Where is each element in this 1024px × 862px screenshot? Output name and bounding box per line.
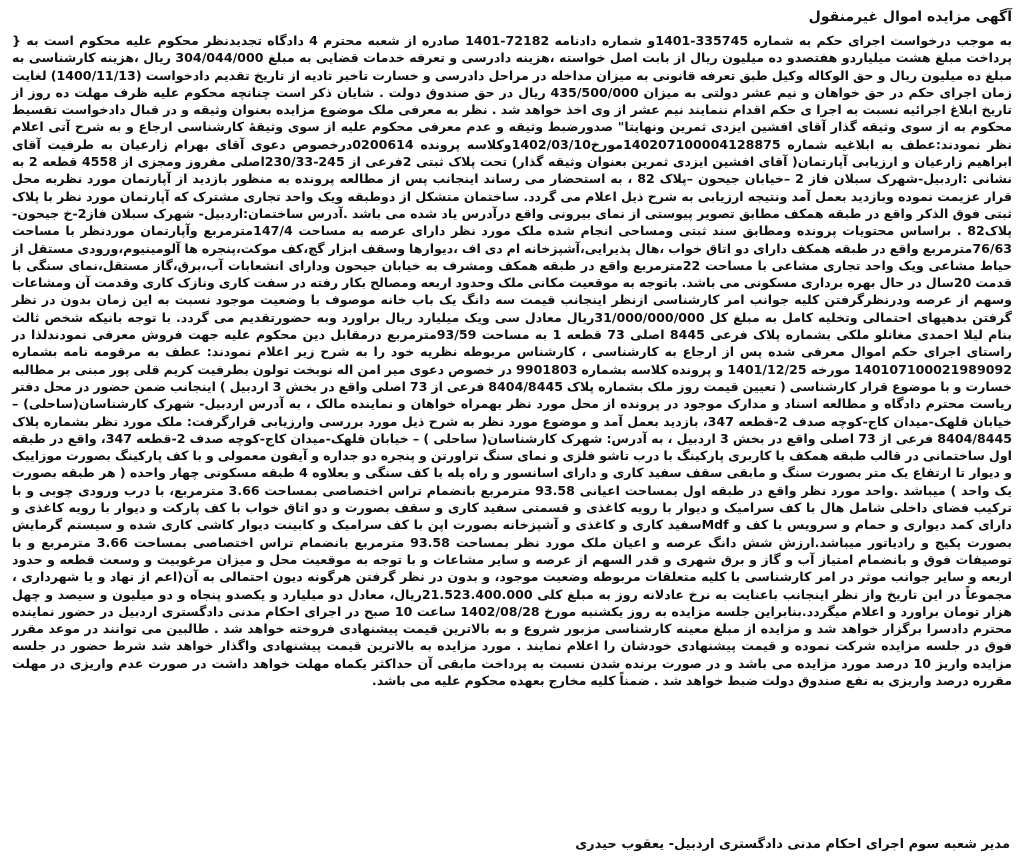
notice-body: به موجب درخواست اجرای حکم به شماره 335745-1401و شماره دادنامه 72182-1401 صادره از شعبه محترم 4 دادگاه تجدیدنظر محکوم علیه محکوم است به { پرداخت مبلغ هشت میلیاردو هفتصدو ده میلیون ریال از بابت اصل خواسته ،هزینه دادرسی و تعرفه خدمات قضایی به مبلغ 304/044/000 ریال ،هزینه کارشناسی به مبلغ ده میلیون ریال و حق الوکاله وکیل طبق تعرفه قانونی به میزان مداخله در مراحل دادرسی و خسارت تاخیر تادیه از تاریخ تقدیم دادخواست (1400/11/13) لغایت زمان اجرای حکم در حق خواهان و نیم عشر دولتی به میزان 435/500/000 ریال در حق صندوق دولت . شایان ذکر است چنانچه محکوم علیه ظرف مهلت ده روز از تاریخ ابلاغ اجرائیه نسبت به اجرا ی حکم اقدام ننمایند نیم عشر از وی اخذ خواهد شد . نظر به معرفی ملک موضوع مزایده بعنوان وثیقه و در قبال دادخواست تقسیط محکوم به از سوی وثیقه گذار آقای افشین ایزدی ثمرین ونهایتا" صدورضبط وثیقه و عدم معرفی محکوم علیه از سوی وثیقهٔ کارشناسی ارجاع و به شرح آتی اعلام نظر نمودند:عطف به ابلاغیه شماره 140207100004128875مورخ1402/03/10وکلاسه پرونده 0200614درخصوص دعوی آقای بهرام زارعیان به طرفیت آقای ابراهیم زارعیان و ارزیابی آپارتمان( آقای افشین ایزدی ثمرین بعنوان وثیقه گذار) تحت پلاک ثبتی 2فرعی از 245-230/33اصلی مفروز ومجزی از 4558 قطعه 2 به نشانی :اردبیل-شهرک سبلان فاز 2 –خیابان جیحون –پلاک 82 ، به استحضار می رساند اینجانب پس از مطالعه پرونده به منظور بازدید از آپارتمان مورد نظربه محل قرار عزیمت نموده وبازدید بعمل آمد ونتیجه ارزیابی به شرح ذیل اعلام می گردد. ساختمان متشکل از دوطبقه ویک واحد تجاری مشترک که آپارتمان مورد نظر با پلاک ثبتی فوق الذکر واقع در طبقه همکف مطابق تصویر پیوستی از نمای بیرونی واقع درآدرس یاد شده می باشد .آدرس ساختمان:اردبیل- شهرک سبلان فاز2-خ جیحون-پلاک82 . براساس محتویات پرونده ومطابق سند ثبتی ومساحی انجام شده ملک مورد نظر دارای عرصه به مساحت 147/4مترمربع وآپارتمان موردنظر با مساحت 76/63مترمربع واقع در طبقه همکف دارای دو اتاق خواب ،هال پذیرایی،آشپزخانه ام دی اف ،دیوارها وسقف ابزار گچ،کف موکت،پنجره ها آلومینیوم،ورودی مستقل از حیاط مشاعی ویک واحد تجاری مشاعی با مساحت 22مترمربع واقع در طبقه همکف ومشرف به خیابان جیحون ودارای انشعابات آب،برق،گاز مستقل،نمای سنگی با قدمت 20سال در حال بهره برداری مسکونی می باشد. باتوجه به موقعیت مکانی ملک وحدود اربعه ومصالح بکار رفته در سفت کاری ونازک کاری وقدمت آن ومشاعات وسهم از عرصه ودرنظرگرفتن کلیه جوانب امر کارشناسی ازنظر اینجانب قیمت سه دانگ یک باب خانه موصوف با وضعیت موجود نسبت به این زمان بدون در نظر گرفتن بدهیهای احتمالی وتخلیه کامل به مبلغ کل 31/000/000/000ریال معادل سی ویک میلیارد ریال براورد وبه حضورتقدیم می گردد. با توجه بانیکه شخص ثالث بنام لیلا احمدی مغانلو ملکی بشماره پلاک فرعی 8445 اصلی 73 قطعه 1 به مساحت 93/59مترمربع درمقابل دین محکوم علیه جهت فروش معرفی نمودندلذا در راستای اجرای حکم اموال معرفی شده پس از ارجاع به کارشناسی ، کارشناس مربوطه نظریه خود را به شرح زیر اعلام نمودند: عطف به مرقومه نامه بشماره 140107100021989092 مورخه 1401/12/25 و پرونده کلاسه بشماره 9901803 در خصوص دعوی میر امن اله نوبخت تولون بطرفیت کریم قلی پور مبنی بر مطالبه خسارت و با موضوع قرار کارشناسی ( تعیین قیمت روز ملک بشماره پلاک 8404/8445 فرعی از 73 اصلی واقع در بخش 3 اردبیل ) اینجانب ضمن حضور در محل دفتر ریاست محترم دادگاه و مطالعه اسناد و مدارک موجود در پرونده از محل مورد نظر بهمراه خواهان و نماینده مالک ، به آدرس اردبیل- شهرک کارشناسان(ساحلی) – خیابان قلهک-میدان کاج-کوچه صدف 2-قطعه 347، بازدید بعمل آمد و موضوع مورد نظر به شرح ذیل مورد بررسی وارزیابی قرارگرفت: ملک مورد نظر بشماره پلاک 8404/8445 فرعی از 73 اصلی واقع در بخش 3 اردبیل ، به آدرس: شهرک کارشناسان( ساحلی ) – خیابان قلهک-میدان کاج-کوچه صدف 2-قطعه 347، واقع در طبقه اول ساختمانی در قالب طبقه همکف با کاربری پارکینگ با درب تاشو فلزی و نمای سنگ تراورتن و پنجره دو جداره و آیفون معمولی و با کف پارکینگ بصورت موزاییک و دیوار تا ارتفاع یک متر بصورت سنگ و مابقی سقف سفید کاری و دارای اسانسور و راه پله با کف سنگی و بعلاوه 4 طبقه مسکونی چهار واحده ( هر طبقه بصورت یک واحد ) میباشد .واحد مورد نظر واقع در طبقه اول بمساحت اعیانی 93.58 مترمربع بانضمام تراس اختصاصی بمساحت 3.66 مترمربع، با درب ورودی چوبی و با ترکیب فضای داخلی شامل هال با کف سرامیک و دیوار با رویه کاغذی و قسمتی سفید کاری و سقف بصورت و دو اتاق خواب با کف پارکت و دیوار با رویه کاغذی و دارای کمد دیواری و حمام و سرویس با کف و Mdfسفید کاری و کاغذی و آشپزخانه بصورت اپن با کف سرامیک و کابینت دیوار کاشی کاری شده و سیستم گرمایش بصورت پکیج و رادیاتور میباشد.ارزش شش دانگ عرصه و اعیان ملک مورد نظر بمساحت 93.58 مترمربع بانضمام تراس اختصاصی بمساحت 3.66 مترمربع و با توصیفات فوق و بانضمام امتیاز آب و گاز و برق شهری و قدر السهم از عرصه و سایر مشاعات و با توجه به موقعیت محل و میزان مرغوبیت و وسعت قطعه و حدود اربعه و سایر جوانب موثر در امر کارشناسی با کلیه متعلقات مربوطه وضعیت موجود، و بدون در نظر گرفتن هرگونه دیون احتمالی به آن(اعم از نهاد و یا شهرداری ، مجموعاً در این تاریخ واز نظر اینجانب باعنایت به نرخ عادلانه روز به مبلغ کلی 21.523.400.000ریال، معادل دو میلیارد و یکصدو پنجاه و دو میلیون و سیصد و چهل هزار تومان براورد و اعلام میگردد.بنابراین جلسه مزایده به روز یکشنبه مورخ 1402/08/28 ساعت 10 صبح در اجرای احکام مدنی دادگستری اردبیل در حضور نماینده محترم دادسرا برگزار خواهد شد و مزایده از مبلغ معینه کارشناسی مزبور شروع و به بالاترین قیمت پیشنهادی فروخته خواهد شد . طالبین می توانند در موعد مقرر فوق در جلسه مزایده شرکت نموده و قیمت پیشنهادی خودشان را اعلام نمایند . مورد مزایده به بالاترین قیمت پیشنهادی واگذار خواهد شد شرط حضور در جلسه مزایده واریز 10 درصد مورد مزایده می باشد و در صورت برنده شدن نسبت به پرداخت مابقی آن حداکثر یکماه مهلت خواهد داشت در صورت عدم واریزی در مهلت مقرره درصد واریزی به نفع صندوق دولت ضبط خواهد شد . ضمناً کلیه مخارج بعهده محکوم علیه می باشد. xyxy=(12,33,1013,688)
notice-title: آگهی مزایده اموال غیرمنقول xyxy=(808,9,1012,25)
signature-line: مدیر شعبه سوم اجرای احکام مدنی دادگستری اردبیل- یعقوب حیدری xyxy=(575,837,1010,852)
